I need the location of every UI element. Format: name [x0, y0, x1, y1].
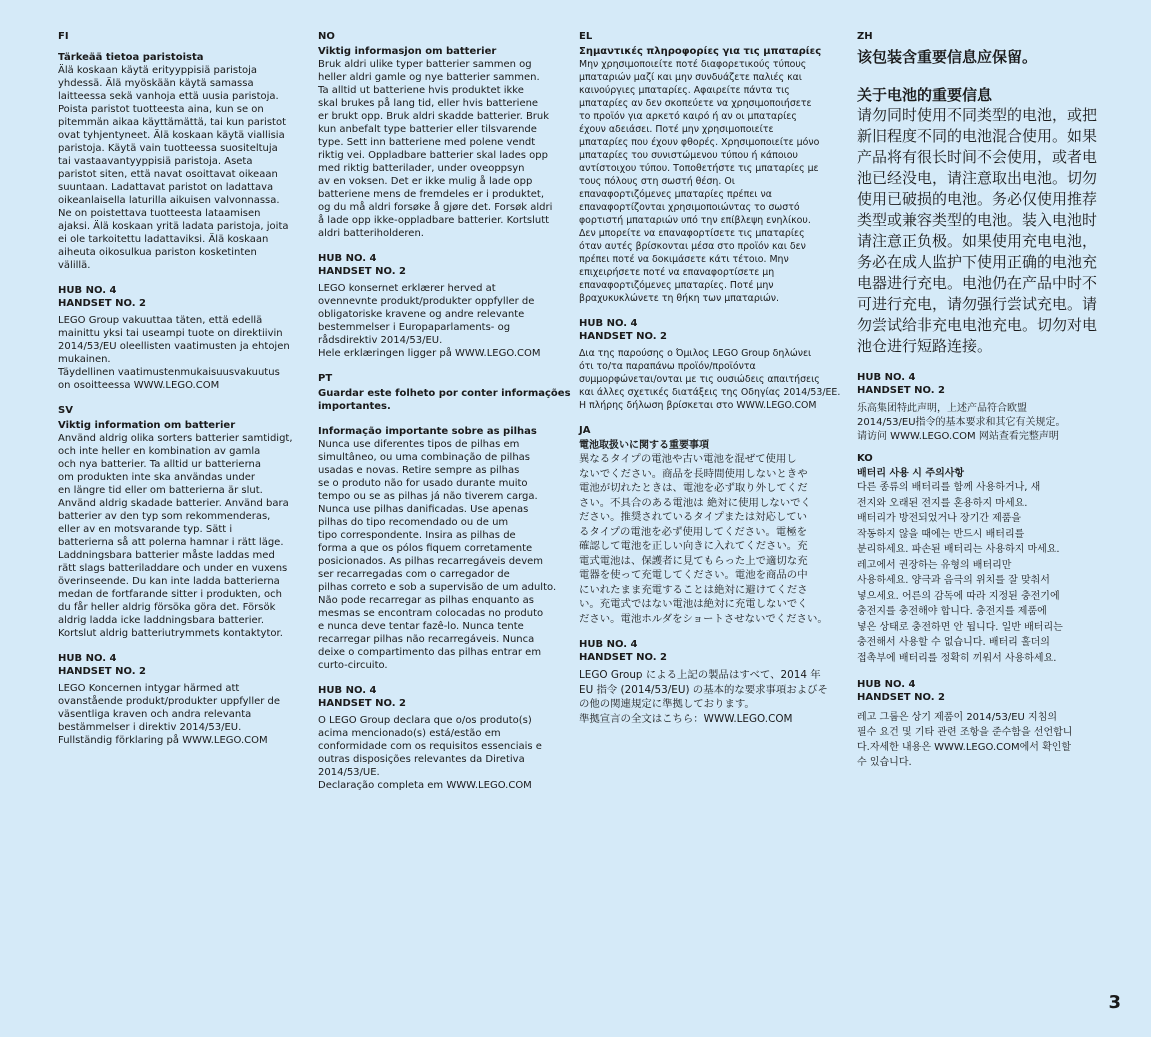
handset-label-pt: HANDSET NO. 2 [318, 698, 407, 709]
battery-info-body-no: Bruk aldri ulike typer batterier sammen og heller aldri gamle og nye batterier sammen. Ta alltid ut batteriene hvis produktet ikke skal brukes på lang tid, eller hvis batteriene er brukt opp. Bruk aldri skadde batterier. Bruk kun anbefalt type batterier eller tilsvarende type. Sett inn batteriene med polene vendt riktig vei. Oppladbare batterier skal lades opp med riktig batterilader, under oveoppsyn av en voksen. Det er ikke mulig å lade opp batteriene mens de fremdeles er i produktet, og du må aldri forsøke å gjøre det. Forsøk aldri å lade opp ikke-oppladbare batterier. Kortslutt aldri batteriholderen. [318, 59, 553, 239]
lang-code-fi: FI [58, 31, 69, 42]
hub-label-pt: HUB NO. 4 [318, 685, 377, 696]
section-sv [58, 404, 312, 747]
hub-label-ja: HUB NO. 4 [579, 639, 638, 650]
section-pt [318, 372, 572, 792]
section-zh [857, 30, 1127, 444]
handset-label-no: HANDSET NO. 2 [318, 266, 407, 277]
battery-info-body-zh: 请勿同时使用不同类型的电池，或把 新旧程度不同的电池混合使用。如果 产品将有很长时间不会使用，或者电 池已经没电，请注意取出电池。切勿 使用已破损的电池。务必仅使用推荐 类型或兼容类型的电池。装入电池时 请注意正负极。如果使用充电电池， 务必在成人监护下使用正确的电池充 电器进行充电。电池仍在产品中时不 可进行充电，请勿强行尝试充电。请 勿尝试给非充电电池充电。切勿对电 池仓进行短路连接。 [857, 106, 1098, 355]
hub-label-fi: HUB NO. 4 [58, 285, 117, 296]
column-fi-sv [58, 30, 312, 747]
handset-label-sv: HANDSET NO. 2 [58, 666, 147, 677]
column-no-pt [318, 30, 572, 792]
hub-label-no: HUB NO. 4 [318, 253, 377, 264]
section-ko [857, 452, 1127, 770]
hub-label-ko: HUB NO. 4 [857, 679, 916, 690]
declaration-no: LEGO konsernet erklærer herved at ovennevnte produkt/produkter oppfyller de obligatoriske kravene og andre relevante bestemmelser i Europaparlaments- og rådsdirektiv 2014/53/EU. Hele erklæringen ligger på WWW.LEGO.COM [318, 283, 541, 359]
declaration-fi: LEGO Group vakuuttaa täten, että edellä mainittu yksi tai useampi tuote on direktiivin 2014/53/EU oleellisten vaatimusten ja ehtojen mukainen. Täydellinen vaatimustenmukaisuusvakuutus on osoitteessa WWW.LEGO.COM [58, 315, 290, 391]
lang-code-ja: JA [579, 425, 591, 436]
declaration-sv: LEGO Koncernen intygar härmed att ovanstående produkt/produkter uppfyller de väsentliga kraven och andra relevanta bestämmelser i direktiv 2014/53/EU. Fullständig förklaring på WWW.LEGO.COM [58, 683, 281, 746]
declaration-ko: 레고 그룹은 상기 제품이 2014/53/EU 지침의 필수 요건 및 기타 관련 조항을 준수함을 선언합니 다.자세한 내용은 WWW.LEGO.COM에서 확인할 수 있습니다. [857, 712, 1073, 768]
battery-info-title-ja: 電池取扱いに関する重要事項 [579, 440, 709, 451]
declaration-pt: O LEGO Group declara que o/os produto(s) acima mencionado(s) está/estão em conformidade com os requisitos essenciais e outras disposições relevantes da Diretiva 2014/53/UE. Declaração completa em WWW.LEGO.COM [318, 715, 542, 791]
section-fi [58, 30, 312, 392]
lang-code-sv: SV [58, 405, 73, 416]
handset-label-zh: HANDSET NO. 2 [857, 385, 946, 396]
section-el [579, 30, 849, 412]
battery-info-title-no: Viktig informasjon om batterier [318, 46, 497, 57]
section-no [318, 30, 572, 360]
handset-label-ja: HANDSET NO. 2 [579, 652, 668, 663]
hub-label-sv: HUB NO. 4 [58, 653, 117, 664]
battery-info-title-zh: 关于电池的重要信息 [857, 86, 993, 104]
battery-info-title-fi: Tärkeää tietoa paristoista [58, 52, 204, 63]
battery-info-body-ja: 異なるタイプの電池や古い電池を混ぜて使用し ないでください。商品を長時間使用しないときや 電池が切れたときは、電池を必ず取り外してくだ さい。不具合のある電池は 絶対に使用しないでく ださい。推奨されているタイプまたは対応してい るタイプの電池を必ず使用してください。電極を 確認して電池を正しい向きに入れてください。充 電式電池は、保護者に見てもらった上で適切な充 電器を使って充電してください。電池を商品の中 にいれたまま充電することは絶対に避けてくださ い。充電式ではない電池は絶対に充電しないでく ださい。電池ホルダをショートさせないでください。 [579, 453, 828, 625]
handset-label-fi: HANDSET NO. 2 [58, 298, 147, 309]
lang-code-el: EL [579, 31, 593, 42]
lang-code-no: NO [318, 31, 335, 42]
battery-info-body-sv: Använd aldrig olika sorters batterier samtidigt, och inte heller en kombination av gamla och nya batterier. Ta alltid ur batterierna om produkten inte ska användas under en längre tid eller om batterierna är slut. Använd aldrig skadade batterier. Använd bara batterier av den typ som rekommenderas, eller av en motsvarande typ. Sätt i batterierna så att polerna hamnar i rätt läge. Laddningsbara batterier måste laddas med rätt slags batteriladdare och under en vuxens överinseende. Du kan inte ladda batterierna medan de fortfarande sitter i produkten, och du får heller aldrig försöka göra det. Försök aldrig ladda icke laddningsbara batterier. Kortslut aldrig batteriutrymmets kontaktytor. [58, 433, 293, 639]
handset-label-el: HANDSET NO. 2 [579, 331, 668, 342]
declaration-ja: LEGO Group による上記の製品はすべて、2014 年 EU 指令 (2014/53/EU) の基本的な要求事項およびそ の他の関連規定に準拠しております。 準拠宣言の全文はこちら：WWW.LEGO.COM [579, 669, 828, 725]
battery-info-body-ko: 다른 종류의 배터리를 함께 사용하거나, 새 전지와 오래된 전지를 혼용하지 마세요. 배터리가 방전되었거나 장기간 제품을 작동하지 않을 때에는 반드시 배터리를 분리하세요. 파손된 배터리는 사용하지 마세요. 레고에서 권장하는 유형의 배터리만 사용하세요. 양극과 음극의 위치를 잘 맞춰서 넣으세요. 어른의 감독에 따라 지정된 충전기에 충전지를 충전해야 합니다. 충전지를 제품에 넣은 상태로 충전하면 안 됩니다. 일반 배터리는 충전해서 사용할 수 없습니다. 배터리 홀더의 접촉부에 배터리를 정확히 끼워서 사용하세요. [857, 482, 1063, 664]
lang-code-pt: PT [318, 373, 333, 384]
hub-label-el: HUB NO. 4 [579, 318, 638, 329]
battery-info-title-pt: Informação importante sobre as pilhas [318, 426, 537, 437]
keep-leaflet-note-pt: Guardar este folheto por conter informações importantes. [318, 388, 571, 412]
page-number: 3 [1108, 992, 1121, 1013]
lang-code-ko: KO [857, 453, 873, 464]
column-zh-ko [857, 30, 1127, 770]
handset-label-ko: HANDSET NO. 2 [857, 692, 946, 703]
column-el-ja [579, 30, 849, 726]
battery-info-body-fi: Älä koskaan käytä erityyppisiä paristoja yhdessä. Älä myöskään käytä samassa laitteessa sekä vanhoja että uusia paristoja. Poista paristot tuotteesta aina, kun se on pitemmän aikaa käyttämättä, tai kun paristot ovat tyhjentyneet. Älä koskaan käytä viallisia paristoja. Käytä vain tuotteessa suositeltuja tai vastaavantyyppisiä paristoja. Aseta paristot siten, että navat osoittavat oikeaan suuntaan. Ladattavat paristot on ladattava oikeanlaisella laturilla aikuisen valvonnassa. Ne on poistettava tuotteesta lataamisen ajaksi. Älä koskaan yritä ladata paristoja, joita ei ole tarkoitettu ladattaviksi. Älä koskaan aiheuta oikosulkua pariston kosketinten välillä. [58, 65, 289, 271]
lang-code-zh: ZH [857, 31, 873, 42]
declaration-zh: 乐高集团特此声明，上述产品符合欧盟 2014/53/EU指令的基本要求和其它有关规定。 请访问 WWW.LEGO.COM 网站查看完整声明 [857, 403, 1066, 442]
battery-info-body-pt: Nunca use diferentes tipos de pilhas em simultâneo, ou uma combinação de pilhas usadas e novas. Retire sempre as pilhas se o produto não for usado durante muito tempo ou se as pilhas já não tiverem carga. Nunca use pilhas danificadas. Use apenas pilhas do tipo recomendado ou de um tipo correspondente. Insira as pilhas de forma a que os pólos fiquem corretamente posicionados. As pilhas recarregáveis devem ser recarregadas com o carregador de pilhas correto e sob a supervisão de um adulto. Não pode recarregar as pilhas enquanto as mesmas se encontram colocadas no produto e nunca deve tentar fazê-lo. Nunca tente recarregar pilhas não recarregáveis. Nunca deixe o compartimento das pilhas entrar em curto-circuito. [318, 439, 557, 671]
battery-info-body-el: Μην χρησιμοποιείτε ποτέ διαφορετικούς τύπους μπαταριών μαζί και μην συνδυάζετε παλιές και καινούργιες μπαταρίες. Αφαιρείτε πάντα τις μπαταρίες αν δεν σκοπεύετε να χρησιμοποιήσετε το προϊόν για αρκετό καιρό ή αν οι μπαταρίες έχουν αδειάσει. Ποτέ μην χρησιμοποιείτε μπαταρίες που έχουν φθορές. Χρησιμοποιείτε μόνο μπαταρίες του συνιστώμενου τύπου ή κάποιου αντίστοιχου τύπου. Τοποθετήστε τις μπαταρίες με τους πόλους στη σωστή θέση. Οι επαναφορτιζόμενες μπαταρίες πρέπει να επαναφορτίζονται χρησιμοποιώντας το σωστό φορτιστή μπαταριών υπό την επίβλεψη ενηλίκου. Δεν μπορείτε να επαναφορτίσετε τις μπαταρίες όταν αυτές βρίσκονται μέσα στο προϊόν και δεν πρέπει ποτέ να δοκιμάσετε κάτι τέτοιο. Μην επιχειρήσετε ποτέ να επαναφορτίσετε μη επαναφορτιζόμενες μπαταρίες. Ποτέ μην βραχυκυκλώνετε τη θήκη των μπαταριών. [579, 59, 820, 304]
section-ja [579, 424, 849, 726]
battery-info-title-el: Σημαντικές πληροφορίες για τις μπαταρίες [579, 46, 822, 57]
hub-label-zh: HUB NO. 4 [857, 372, 916, 383]
battery-info-title-sv: Viktig information om batterier [58, 420, 236, 431]
keep-packaging-note-zh: 该包装含重要信息应保留。 [857, 48, 1038, 66]
battery-info-title-ko: 배터리 사용 시 주의사항 [857, 468, 965, 479]
declaration-el: Δια της παρούσης ο Όμιλος LEGO Group δηλώνει ότι το/τα παραπάνω προϊόν/προϊόντα συμμορφώνεται/ονται με τις ουσιώδεις απαιτήσεις και άλλες σχετικές διατάξεις της Οδηγίας 2014/53/ΕΕ. Η πλήρης δήλωση βρίσκεται στο WWW.LEGO.COM [579, 348, 841, 411]
